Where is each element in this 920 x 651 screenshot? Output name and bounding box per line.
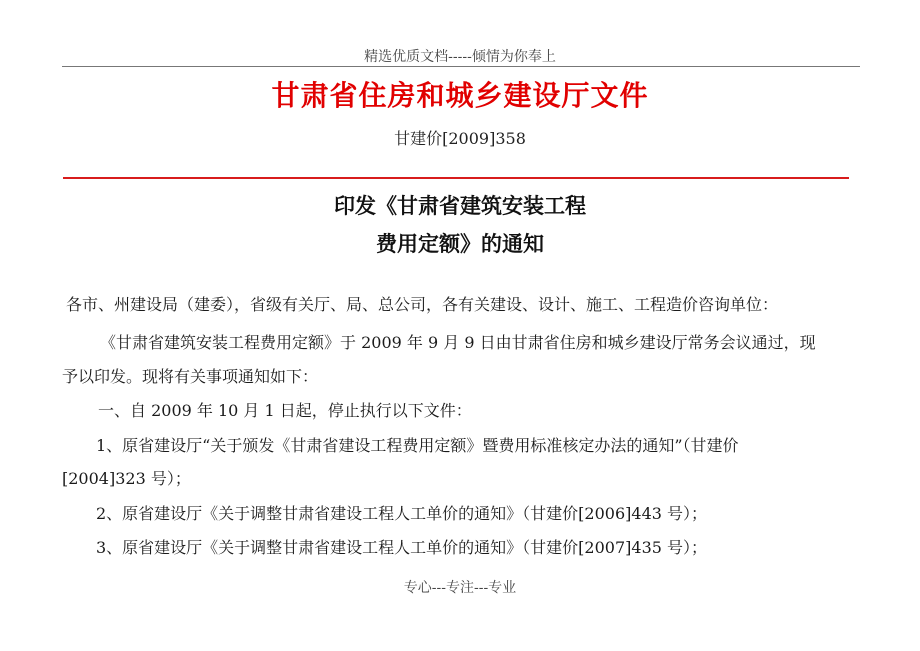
document-number: 甘建价[2009]358 [394, 129, 526, 148]
red-divider [63, 177, 849, 179]
item-1-line1: 1、原省建设厅“关于颁发《甘肃省建设工程费用定额》暨费用标准核定办法的通知”（甘建价 [96, 436, 739, 455]
page-footer: 专心---专注---专业 [403, 580, 517, 596]
addressee-line: 各市、州建设局（建委），省级有关厅、局、总公司，各有关建设、设计、施工、工程造价咨询单位： [66, 295, 779, 314]
notice-title-line1: 印发《甘肃省建筑安装工程 [334, 193, 586, 218]
page-header: 精选优质文档-----倾情为你奉上 [364, 49, 556, 65]
notice-title-line2: 费用定额》的通知 [376, 231, 544, 256]
item-2: 2、原省建设厅《关于调整甘肃省建设工程人工单价的通知》（甘建价[2006]443 号）； [96, 504, 708, 523]
item-1-line2: [2004]323 号）； [62, 469, 191, 488]
item-one-heading: 一、自 2009 年 10 月 1 日起，停止执行以下文件： [98, 401, 472, 420]
item-3: 3、原省建设厅《关于调整甘肃省建设工程人工单价的通知》（甘建价[2007]435 号）； [96, 538, 708, 557]
paragraph-1-line1: 《甘肃省建筑安装工程费用定额》于 2009 年 9 月 9 日由甘肃省住房和城乡建设厅常务会议通过，现 [100, 333, 816, 352]
header-divider [62, 66, 860, 67]
paragraph-1-line2: 予以印发。现将有关事项通知如下： [62, 367, 319, 386]
issuing-org-title: 甘肃省住房和城乡建设厅文件 [271, 79, 649, 112]
